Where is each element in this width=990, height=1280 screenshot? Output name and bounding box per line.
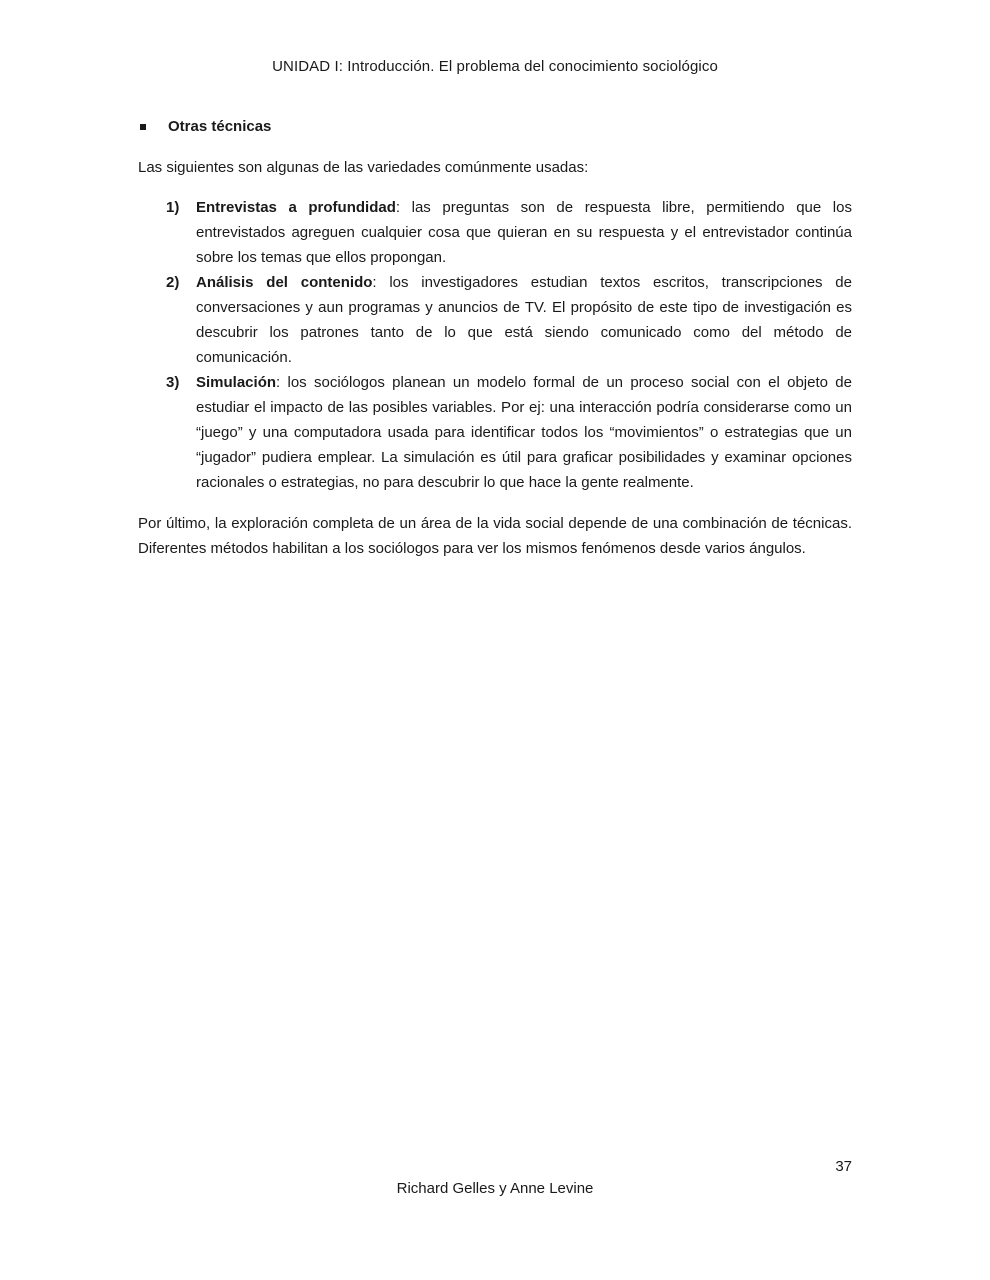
- page-content: [138, 114, 852, 561]
- square-bullet-icon: [140, 124, 146, 130]
- section-heading: [138, 114, 852, 139]
- list-item: [138, 270, 852, 370]
- list-item-text: : las preguntas son de respuesta libre, permitiendo que los entrevistados agreguen cualquier cosa que quieran en su respuesta y el entrevistador continúa sobre los temas que ellos propongan.: [196, 199, 852, 266]
- list-item-number: 3): [166, 374, 180, 391]
- intro-paragraph: Las siguientes son algunas de las variedades comúnmente usadas:: [138, 159, 589, 176]
- list-item: [138, 195, 852, 270]
- page-header: UNIDAD I: Introducción. El problema del conocimiento sociológico: [272, 58, 718, 75]
- list-item-text: : los investigadores estudian textos escritos, transcripciones de conversaciones y aun programas y anuncios de TV. El propósito de este tipo de investigación es descubrir los patrones tanto de lo que está siendo comunicado como del método de comunicación.: [196, 274, 852, 366]
- list-item-number: 1): [166, 199, 180, 216]
- list-item-term: Entrevistas a profundidad: [196, 199, 396, 216]
- list-item-term: Simulación: [196, 374, 277, 391]
- list-item-term: Análisis del contenido: [196, 274, 373, 291]
- section-title: Otras técnicas: [168, 118, 272, 135]
- list-item-number: 2): [166, 274, 180, 291]
- list-item: [138, 370, 852, 495]
- page-number: 37: [835, 1158, 852, 1175]
- techniques-list: [138, 195, 852, 495]
- page-footer: Richard Gelles y Anne Levine: [396, 1180, 594, 1197]
- list-item-text: : los sociólogos planean un modelo formal de un proceso social con el objeto de estudiar el impacto de las posibles variables. Por ej: una interacción podría considerarse como un “juego” y una computadora usada para identificar todos los “movimientos” o estrategias que un “jugador” pudiera emplear. La simulación es útil para graficar posibilidades y examinar opciones racionales o estrategias, no para descubrir lo que hace la gente realmente.: [196, 374, 852, 491]
- closing-paragraph: Por último, la exploración completa de un área de la vida social depende de una combinación de técnicas. Diferentes métodos habilitan a los sociólogos para ver los mismos fenómenos desde varios ángulos.: [138, 515, 852, 557]
